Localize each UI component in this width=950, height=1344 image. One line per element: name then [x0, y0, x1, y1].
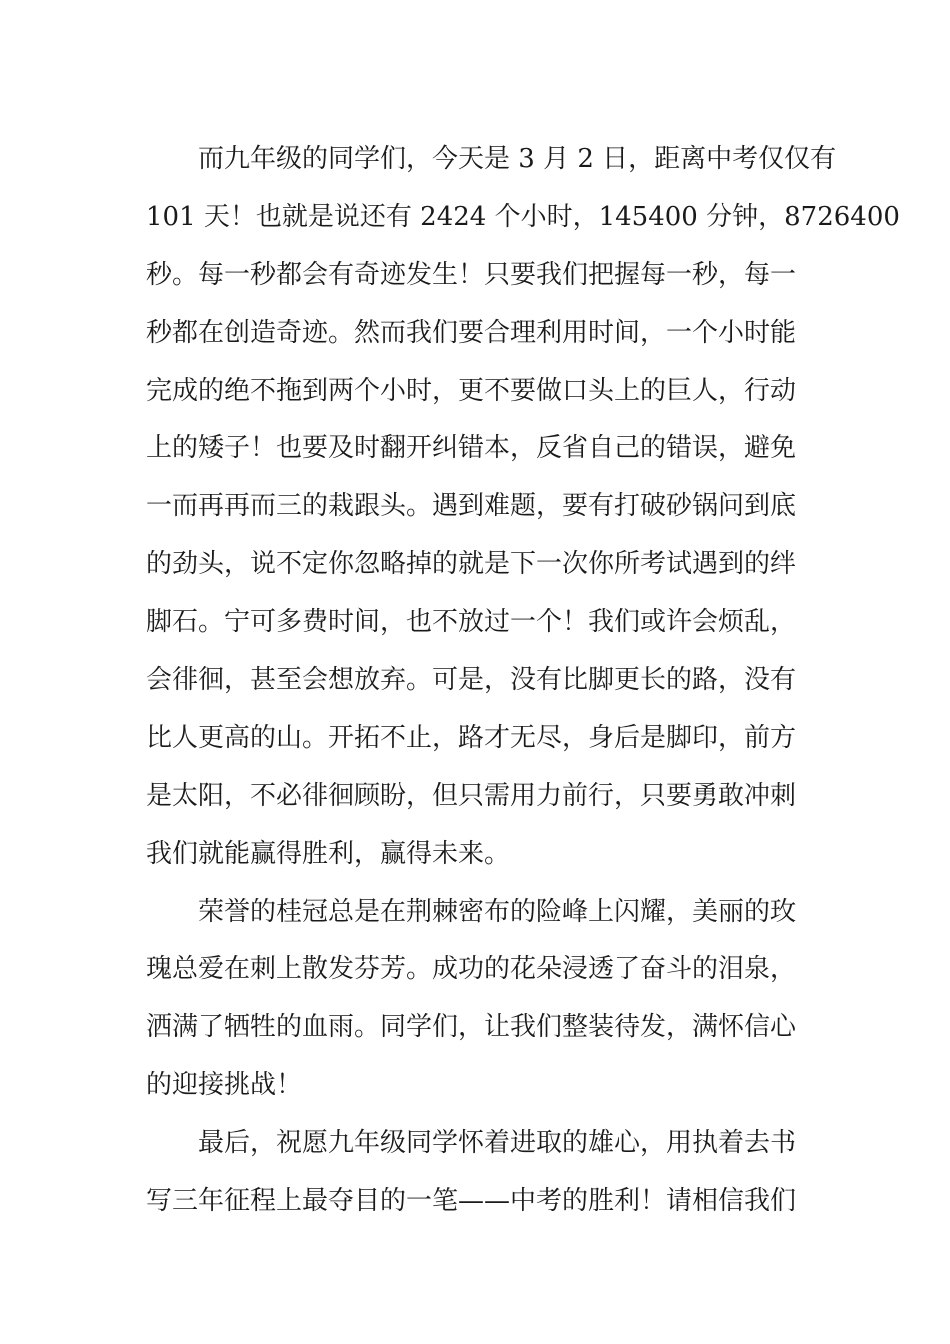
body-text [146, 131, 900, 1231]
text-line: 我们就能赢得胜利，赢得未来。 [146, 838, 511, 869]
text-line: 写三年征程上最夺目的一笔——中考的胜利！请相信我们 [146, 1186, 797, 1217]
paragraph-closing [146, 1115, 816, 1231]
text-line: 洒满了牺牲的血雨。同学们，让我们整装待发，满怀信心 [146, 1012, 797, 1043]
text-line: 上的矮子！也要及时翻开纠错本，反省自己的错误，避免 [146, 433, 797, 464]
text-line: 秒。每一秒都会有奇迹发生！只要我们把握每一秒，每一 [146, 259, 797, 290]
text-line: 101 天！也就是说还有 2424 个小时，145400 分钟，8726400 [146, 201, 900, 232]
text-line: 脚石。宁可多费时间，也不放过一个！我们或许会烦乱， [146, 607, 797, 638]
text-line: 的劲头，说不定你忽略掉的就是下一次你所考试遇到的绊 [146, 549, 797, 580]
text-line: 比人更高的山。开拓不止，路才无尽，身后是脚印，前方 [146, 722, 797, 753]
text-line: 的迎接挑战！ [146, 1070, 303, 1101]
paragraph-honor [146, 884, 816, 1116]
text-line: 而九年级的同学们，今天是 3 月 2 日，距离中考仅仅有 [198, 144, 837, 174]
paragraph-countdown [146, 131, 900, 884]
text-line: 最后，祝愿九年级同学怀着进取的雄心，用执着去书 [198, 1128, 797, 1159]
text-line: 秒都在创造奇迹。然而我们要合理利用时间，一个小时能 [146, 317, 797, 348]
text-line: 荣誉的桂冠总是在荆棘密布的险峰上闪耀，美丽的玫 [198, 896, 797, 927]
text-line: 会徘徊，甚至会想放弃。可是，没有比脚更长的路，没有 [146, 665, 797, 696]
text-line: 瑰总爱在刺上散发芬芳。成功的花朵浸透了奋斗的泪泉， [146, 954, 797, 985]
text-line: 一而再再而三的栽跟头。遇到难题，要有打破砂锅问到底 [146, 491, 797, 522]
text-line: 完成的绝不拖到两个小时，更不要做口头上的巨人，行动 [146, 375, 797, 406]
text-line: 是太阳，不必徘徊顾盼，但只需用力前行，只要勇敢冲刺 [146, 780, 797, 811]
